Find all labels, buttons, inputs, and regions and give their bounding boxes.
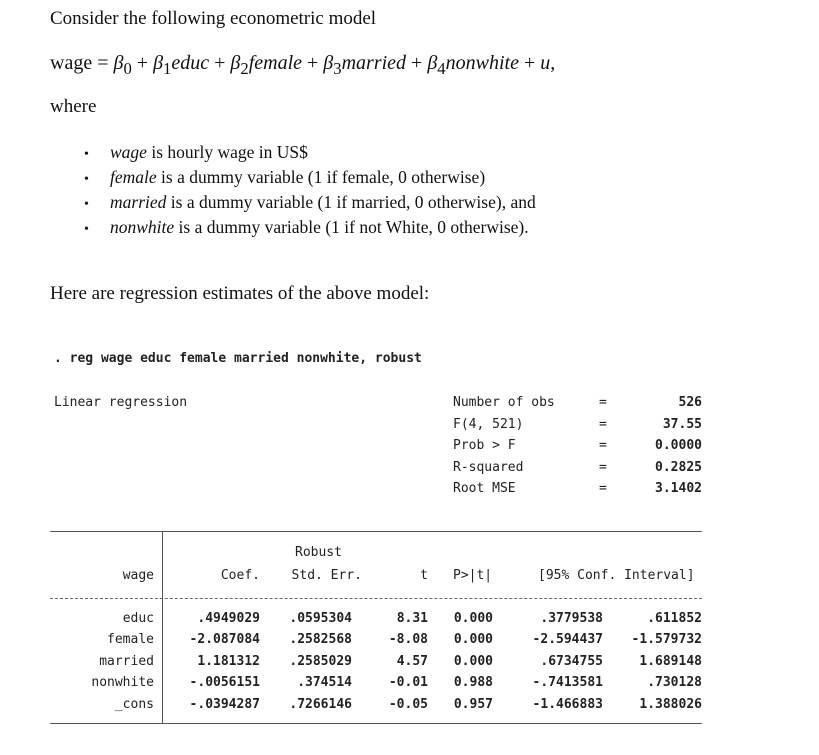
cell-t: -0.05 [388,697,428,712]
regression-intro: Here are regression estimates of the above model: [50,283,430,304]
cell-t: 8.31 [396,611,428,626]
definition-item [84,215,536,240]
bullet-icon: • [84,197,89,212]
cell-coef: .4949029 [197,611,260,626]
cell-pvalue: 0.000 [453,632,493,647]
eq-beta3-sub: 3 [333,59,342,78]
bullet-icon: • [84,172,89,187]
row-variable: _cons [114,697,154,712]
eq-beta3: β [323,52,334,74]
eq-lhs: wage [50,52,93,74]
eq-equals: = [97,52,109,74]
definition-desc: is a dummy variable (1 if female, 0 otherwise) [156,167,486,187]
eq-beta1: β [153,52,164,74]
stat-equals: = [599,417,607,432]
cell-coef: 1.181312 [197,654,260,669]
cell-ci-low: -.7413581 [532,675,603,690]
definition-item [84,190,536,215]
bullet-icon: • [84,222,89,237]
row-variable: married [99,654,154,669]
definition-term: nonwhite [110,217,175,237]
cell-ci-high: -1.579732 [631,632,702,647]
eq-beta0-sub: 0 [123,59,132,78]
eq-plus-1: + [136,52,149,74]
cell-coef: -2.087084 [189,632,260,647]
cell-pvalue: 0.957 [453,697,493,712]
definition-desc: is a dummy variable (1 if married, 0 otherwise), and [166,192,536,212]
intro-text: Consider the following econometric model [50,8,377,29]
stat-label: Number of obs [453,395,555,410]
cell-ci-high: .611852 [647,611,702,626]
eq-beta2: β [230,52,241,74]
eq-beta4-sub: 4 [437,59,446,78]
header-confint: [95% Conf. Interval] [538,568,695,583]
eq-beta4: β [427,52,438,74]
table-header-rule [50,598,702,599]
eq-var-female: female [248,52,303,74]
cell-ci-low: -1.466883 [532,697,603,712]
where-text: where [50,96,97,117]
model-type: Linear regression [54,395,188,410]
eq-var-married: married [341,52,407,74]
cell-pvalue: 0.000 [453,611,493,626]
cell-stderr: .0595304 [289,611,352,626]
model-equation [50,52,555,79]
stat-equals: = [599,460,607,475]
eq-beta0: β [113,52,124,74]
cell-ci-low: .6734755 [540,654,603,669]
variable-definitions [84,140,536,240]
eq-var-educ: educ [171,52,210,74]
stat-equals: = [599,481,607,496]
definition-item [84,140,536,165]
header-pvalue: P>|t| [453,568,493,583]
stat-value: 3.1402 [655,481,702,496]
header-coef: Coef. [220,568,260,583]
cell-ci-low: -2.594437 [532,632,603,647]
eq-beta1-sub: 1 [163,59,172,78]
stat-label: Prob > F [453,438,516,453]
cell-ci-high: 1.388026 [639,697,702,712]
eq-var-nonwhite: nonwhite [445,52,519,74]
definition-desc: is a dummy variable (1 if not White, 0 otherwise). [174,217,529,237]
stat-equals: = [599,395,607,410]
cell-ci-low: .3779538 [540,611,603,626]
cell-stderr: .374514 [297,675,352,690]
robust-label: Robust [295,545,342,560]
definition-term: wage [110,142,147,162]
eq-plus-3: + [307,52,319,74]
header-depvar: wage [122,568,154,583]
cell-pvalue: 0.000 [453,654,493,669]
cell-t: -8.08 [388,632,428,647]
table-divider [162,531,163,724]
table-top-rule [50,531,702,532]
stata-command: . reg wage educ female married nonwhite, robust [54,351,422,366]
cell-t: 4.57 [396,654,428,669]
row-variable: female [107,632,154,647]
eq-plus-4: + [411,52,423,74]
eq-plus-2: + [214,52,226,74]
header-stderr: Std. Err. [291,568,362,583]
table-bottom-rule [50,723,702,724]
row-variable: nonwhite [91,675,154,690]
cell-t: -0.01 [388,675,428,690]
header-t: t [420,568,428,583]
definition-desc: is hourly wage in US$ [146,142,308,162]
stat-label: F(4, 521) [453,417,524,432]
stat-value: 526 [678,395,702,410]
stat-value: 0.2825 [655,460,702,475]
definition-term: female [110,167,157,187]
definition-term: married [110,192,167,212]
stat-value: 0.0000 [655,438,702,453]
cell-ci-high: .730128 [647,675,702,690]
stat-label: R-squared [453,460,524,475]
stat-value: 37.55 [662,417,702,432]
cell-stderr: .7266146 [289,697,352,712]
cell-coef: -.0056151 [189,675,260,690]
row-variable: educ [122,611,154,626]
cell-coef: -.0394287 [189,697,260,712]
stat-equals: = [599,438,607,453]
eq-beta2-sub: 2 [240,59,249,78]
eq-error-u: u [540,52,551,74]
cell-stderr: .2582568 [289,632,352,647]
cell-pvalue: 0.988 [453,675,493,690]
definition-item [84,165,536,190]
bullet-icon: • [84,147,89,162]
cell-ci-high: 1.689148 [639,654,702,669]
cell-stderr: .2585029 [289,654,352,669]
stat-label: Root MSE [453,481,516,496]
eq-plus-5: + [523,52,536,74]
eq-comma: , [550,52,556,74]
